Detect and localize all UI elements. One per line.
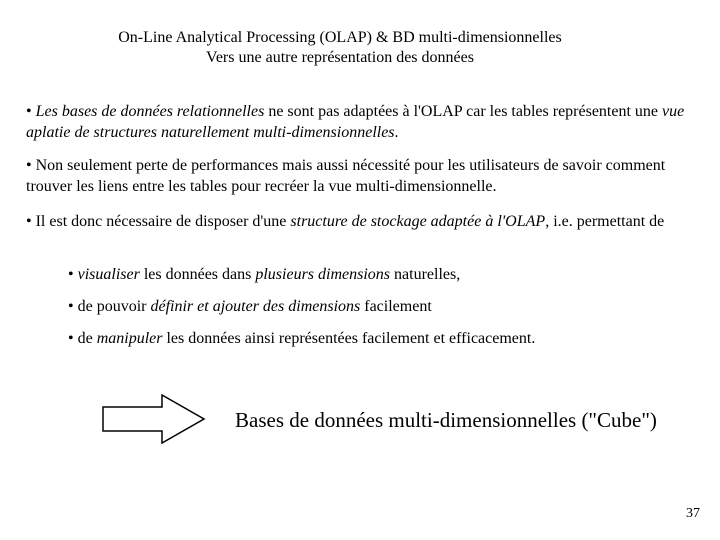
bullet-text: • de [68, 330, 97, 347]
arrow-shape [103, 395, 204, 443]
bullet-text: • de pouvoir [68, 298, 151, 315]
sub-bullet-define [68, 296, 708, 317]
paragraph-text: • Non seulement perte de performances mais aussi nécessité pour les utilisateurs de savoir comment trouver les liens entre les tables pour recréer la vue multi-dimensionnelle. [26, 157, 666, 195]
paragraph-text: • Il est donc nécessaire de disposer d'une [26, 213, 291, 230]
bullet-text: les données dans [139, 266, 256, 283]
italic-storage-structure: structure de stockage adaptée à l'OLAP [290, 213, 546, 230]
italic-manipulate: manipuler [96, 330, 163, 347]
paragraph-text: . [394, 124, 399, 141]
sub-bullet-visualize [68, 264, 708, 285]
paragraph-relational-limits [26, 101, 706, 143]
title-line-1: On-Line Analytical Processing (OLAP) & BD multi-dimensionnelles [118, 29, 562, 46]
title-line-2: Vers une autre représentation des données [206, 49, 474, 66]
bullet: • [26, 103, 36, 120]
paragraph-text: , i.e. permettant de [545, 213, 665, 230]
italic-relational-db: Les bases de données relationnelles [35, 103, 265, 120]
italic-flat-view: vue aplatie de structures naturellement multi-dimensionnelles [26, 103, 685, 141]
paragraph-performance [26, 155, 706, 197]
bullet: • [68, 266, 78, 283]
page-number: 37 [686, 506, 700, 521]
italic-dimensions: plusieurs dimensions [255, 266, 391, 283]
bullet-text: les données ainsi représentées facilement et efficacement. [162, 330, 536, 347]
paragraph-storage-need [26, 211, 706, 232]
italic-define-dimensions: définir et ajouter des dimensions [150, 298, 361, 315]
sub-bullet-manipulate [68, 328, 708, 349]
slide-title [0, 28, 680, 68]
bullet-text: facilement [360, 298, 432, 315]
paragraph-text: ne sont pas adaptées à l'OLAP car les tables représentent une [264, 103, 663, 120]
conclusion-text: Bases de données multi-dimensionnelles ("Cube") [235, 408, 657, 432]
italic-visualize: visualiser [77, 266, 140, 283]
bullet-text: naturelles, [390, 266, 461, 283]
right-arrow-icon [102, 394, 206, 444]
